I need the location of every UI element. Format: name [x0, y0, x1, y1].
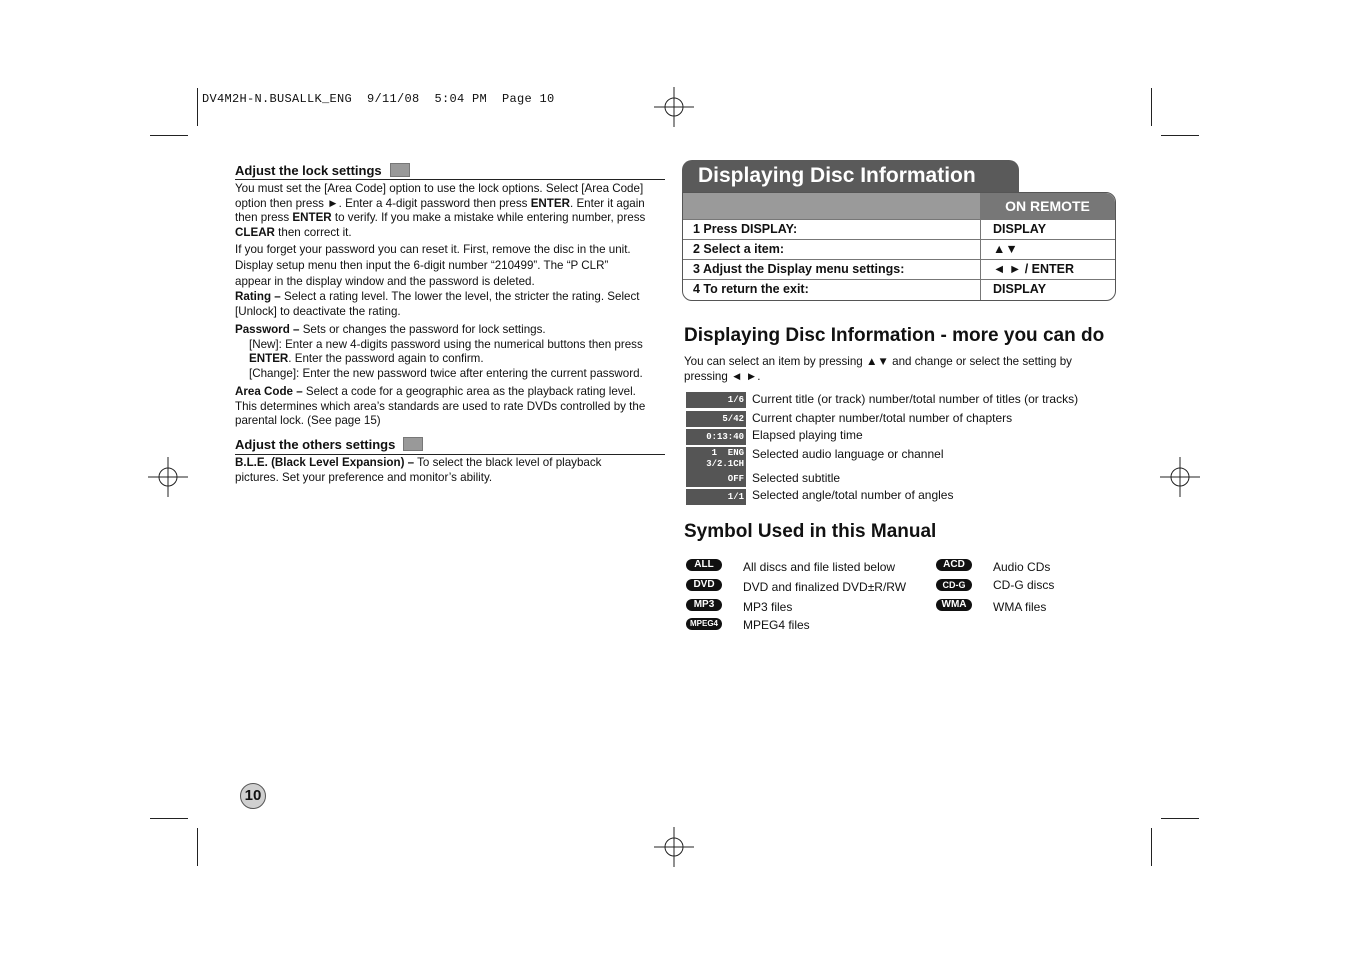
text-bold: CLEAR: [235, 225, 275, 239]
text-line: pictures. Set your preference and monitor’s ability.: [235, 470, 493, 484]
text-span: Select a rating level. The lower the level, the stricter the rating. Select: [283, 290, 640, 303]
page-number: 10: [240, 783, 266, 809]
symbol-label: All discs and file listed below: [743, 560, 896, 574]
text-bold: Rating –: [235, 290, 281, 303]
symbol-label: DVD and finalized DVD±R/RW: [743, 580, 907, 594]
text-bold: Area Code –: [235, 385, 303, 398]
text-span: then correct it.: [278, 225, 352, 239]
step-key: ▲▼: [993, 242, 1018, 256]
text-line: [235, 385, 665, 400]
text-span: Select a code for a geographic area as the playback rating level.: [305, 385, 636, 398]
text-bold: ENTER: [530, 196, 570, 210]
cdg-badge-icon: CD-G: [936, 579, 972, 591]
table-row: [683, 239, 1115, 260]
on-remote-header: ON REMOTE: [980, 193, 1115, 220]
more-intro: [684, 355, 1114, 384]
forget-password-paragraph: [235, 242, 665, 290]
text-line: parental lock. (See page 15): [235, 414, 381, 428]
wma-badge-icon: WMA: [936, 599, 972, 611]
lock-settings-heading-text: Adjust the lock settings: [235, 163, 382, 178]
registration-mark-icon: [654, 827, 694, 867]
text-bold: Password –: [235, 323, 300, 336]
display-item-label: Selected audio language or channel: [752, 447, 944, 461]
title-track-screen-icon: 1/6: [686, 392, 746, 408]
display-item-label: Selected subtitle: [752, 471, 841, 485]
crop-mark: [150, 135, 188, 136]
dvd-badge-icon: DVD: [686, 579, 722, 591]
text-line: [235, 226, 665, 241]
symbol-heading: Symbol Used in this Manual: [684, 521, 937, 542]
rating-paragraph: [235, 290, 665, 319]
settings-icon: [403, 437, 423, 451]
crop-mark: [1161, 135, 1199, 136]
display-item-label: Selected angle/total number of angles: [752, 488, 954, 502]
text-line: [235, 290, 665, 305]
step-label: 3 Adjust the Display menu settings:: [693, 262, 905, 276]
subtitle-screen-icon: OFF: [686, 471, 746, 487]
chapter-screen-icon: 5/42: [686, 411, 746, 427]
text-line: appear in the display window and the password is deleted.: [235, 275, 535, 288]
display-item-label: Current chapter number/total number of chapters: [752, 411, 1013, 425]
text-span: option then press ►. Enter a 4-digit password then press: [235, 196, 528, 210]
text-line: pressing ◄ ►.: [684, 369, 761, 383]
text-line: [New]: Enter a new 4-digits password using the numerical buttons then press: [249, 337, 643, 351]
step-key: DISPLAY: [993, 222, 1047, 236]
text-line: You must set the [Area Code] option to use the lock options. Select [Area Code]: [235, 182, 644, 195]
table-row: [683, 259, 1115, 280]
text-line: You can select an item by pressing ▲▼ and change or select the setting by: [684, 355, 1072, 368]
remote-steps-table: [682, 192, 1116, 301]
lock-icon: [390, 163, 410, 177]
text-line: [235, 456, 665, 471]
acd-badge-icon: ACD: [936, 559, 972, 571]
text-span: . Enter it again: [570, 196, 645, 210]
text-bold: ENTER: [292, 211, 332, 225]
banner-title: Displaying Disc Information: [698, 164, 976, 187]
table-row: [683, 279, 1115, 300]
column-divider: [980, 193, 981, 300]
text-line: Display setup menu then input the 6-digit number “210499”. The “P CLR”: [235, 259, 609, 272]
angle-screen-icon: 1/1: [686, 489, 746, 505]
text-bold: ENTER: [249, 352, 289, 366]
text-line: [235, 352, 665, 367]
text-span: to verify. If you make a mistake while entering number, press: [334, 211, 646, 225]
symbol-label: MPEG4 files: [743, 618, 810, 632]
text-line: [235, 197, 665, 212]
time-screen-icon: 0:13:40: [686, 429, 746, 445]
crop-mark: [197, 828, 198, 866]
lock-paragraph: [235, 182, 665, 240]
divider: [235, 179, 665, 180]
text-span: Sets or changes the password for lock settings.: [302, 323, 546, 336]
area-code-paragraph: [235, 385, 665, 429]
step-key: DISPLAY: [993, 282, 1047, 296]
more-heading: Displaying Disc Information - more you can do: [684, 325, 1105, 346]
symbol-label: MP3 files: [743, 600, 793, 614]
registration-mark-icon: [654, 87, 694, 127]
audio-screen-icon: 1 ENG 3/2.1CH: [686, 447, 746, 471]
table-row: [683, 219, 1115, 240]
text-line: [Unlock] to deactivate the rating.: [235, 304, 401, 318]
section-banner: [682, 160, 1019, 194]
step-label: 4 To return the exit:: [693, 282, 809, 296]
others-settings-heading-text: Adjust the others settings: [235, 437, 396, 452]
registration-mark-icon: [1160, 457, 1200, 497]
symbol-label: WMA files: [993, 600, 1047, 614]
step-label: 1 Press DISPLAY:: [693, 222, 798, 236]
crop-mark: [150, 818, 188, 819]
step-key: ◄ ► / ENTER: [993, 262, 1074, 276]
text-line: If you forget your password you can reset it. First, remove the disc in the unit.: [235, 243, 631, 256]
display-item-label: Elapsed playing time: [752, 428, 863, 442]
text-span: then press: [235, 211, 290, 225]
password-paragraph: [235, 323, 665, 381]
step-label: 2 Select a item:: [693, 242, 785, 256]
text-line: This determines which area’s standards are used to rate DVDs controlled by the: [235, 399, 646, 413]
crop-mark: [197, 88, 198, 126]
ble-paragraph: [235, 456, 665, 485]
symbol-label: Audio CDs: [993, 560, 1051, 574]
lock-settings-heading: [235, 163, 410, 178]
display-item-label: Current title (or track) number/total number of titles (or tracks): [752, 392, 1079, 406]
text-line: [235, 323, 665, 338]
crop-mark: [1161, 818, 1199, 819]
text-line: [Change]: Enter the new password twice after entering the current password.: [249, 366, 643, 380]
table-header: [683, 193, 1115, 220]
registration-mark-icon: [148, 457, 188, 497]
mp3-badge-icon: MP3: [686, 599, 722, 611]
others-settings-heading: [235, 437, 423, 452]
mpeg4-badge-icon: MPEG4: [686, 618, 722, 630]
divider: [235, 454, 665, 455]
text-bold: B.L.E. (Black Level Expansion) –: [235, 456, 415, 469]
text-span: . Enter the password again to confirm.: [288, 352, 484, 366]
print-slug: DV4M2H-N.BUSALLK_ENG 9/11/08 5:04 PM Page 10: [202, 92, 555, 106]
symbol-label: CD-G discs: [993, 578, 1055, 592]
text-span: To select the black level of playback: [417, 456, 602, 469]
text-line: [235, 211, 665, 226]
crop-mark: [1151, 828, 1152, 866]
crop-mark: [1151, 88, 1152, 126]
all-badge-icon: ALL: [686, 559, 722, 571]
